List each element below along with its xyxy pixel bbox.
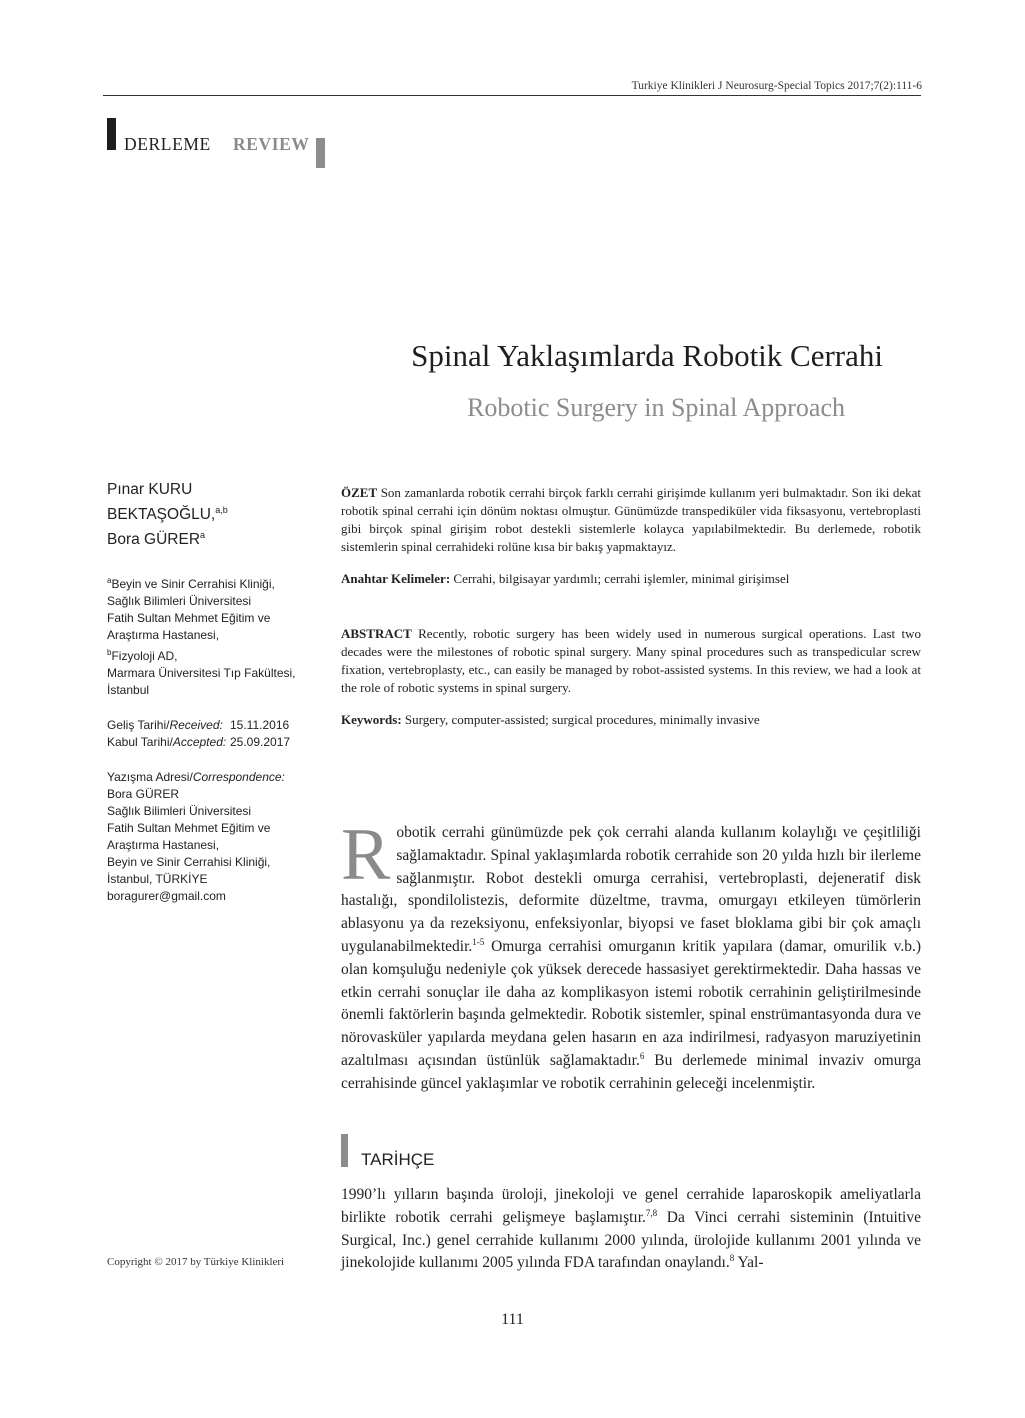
header-rule: [103, 95, 921, 96]
affiliations: $^a$Beyin ve Sinir Cerrahisi Kliniği, Sağlık Bilimleri Üniversitesi Fatih Sultan Mehmet Eğitim ve Araştırma Hastanesi, $^b$Fizyoloji AD, Marmara Üniversitesi Tıp Fakültesi, İstanbul: [107, 576, 296, 698]
tag-bar-dark: [107, 118, 116, 150]
body-paragraph-intro: Robotik cerrahi günümüzde pek çok cerrahi alanda kullanım kolaylığı ve çeşitliliği sağlamaktadır. Spinal yaklaşımlarda robotik cerrahide son 20 yılda hızlı bir ilerleme sağlanmıştır. Robot destekli omurga cerrahisi, vertebroplasti, dejeneratif disk hastalığı, spondilolistezis, deformite düzeltme, travma, omurgayı etkileyen tümörlerin ablasyonu ya da rezeksiyonu, enfeksiyonlar, biyopsi ve faset bloklama gibi bir çok amaçlı uygulanabilmektedir.$^{1-5}$ Omurga cerrahisi omurganın kritik yapılara (damar, omurilik v.b.) olan komşuluğu nedeniyle çok yüksek derecede hassasiyet gerektirmektedir. Daha hassas ve etkin cerrahi sonuçlar ile daha az komplikasyon istemi robotik cerrahinin geliştirilmesinde önemli faktörlerin başında gelmektedir. Robotik sistemler, spinal enstrümantasyonda dura ve nörovasküler yapılarda meydana gelen hasarın en aza indirilmesi, radyasyon maruziyetinin azaltılması açısından üstünlük sağlamaktadır.$^6$ Bu derlemede minimal invaziv omurga cerrahisinde güncel yaklaşımlar ve robotik cerrahinin geleceği incelenmiştir.: [341, 814, 922, 1092]
turkish-keywords: Anahtar Kelimeler: Cerrahi, bilgisayar yardımlı; cerrahi işlemler, minimal girişimsel: [341, 571, 790, 586]
turkish-abstract: ÖZET Son zamanlarda robotik cerrahi birçok farklı cerrahi girişimde kullanım yeri bulmaktadır. Son iki dekat robotik spinal cerrahi için dönüm noktası olmuştur. Günümüzde transpediküler vida fiksasyonu, vertebroplasti gibi birçok spinal girişim robot destekli sistemlerle kolayca yapılabilmektedir. Bu derlemede, robotik sistemlerin spinal cerrahideki rolüne kısa bir bakış yapmaktayız.: [341, 485, 922, 554]
section-heading-bar: [341, 1134, 348, 1167]
tag-bar-gray: [316, 138, 325, 168]
author-1: Pınar KURU BEKTAŞOĞLU,$^{a,b}$: [107, 481, 228, 524]
running-header: Turkiye Klinikleri J Neurosurg-Special Topics 2017;7(2):111-6: [631, 80, 922, 92]
english-keywords: Keywords: Surgery, computer-assisted; surgical procedures, minimally invasive: [341, 712, 760, 727]
article-title-turkish: Spinal Yaklaşımlarda Robotik Cerrahi: [411, 338, 883, 373]
section-heading-text: TARİHÇE: [361, 1150, 435, 1169]
section-tag-turkish: DERLEME: [124, 134, 211, 154]
accepted-date: Kabul Tarihi/Accepted: 25.09.2017: [107, 735, 291, 750]
article-dates: [107, 717, 312, 751]
author-2: Bora GÜRER$^a$: [107, 530, 206, 549]
received-date: Geliş Tarihi/Received: 15.11.2016: [107, 718, 290, 733]
drop-cap: R: [341, 814, 391, 896]
page-number: 111: [501, 1311, 524, 1328]
correspondence: Yazışma Adresi/Correspondence: Bora GÜRER Sağlık Bilimleri Üniversitesi Fatih Sultan Mehmet Eğitim ve Araştırma Hastanesi, Beyin ve Sinir Cerrahisi Kliniği, İstanbul, TÜRKİYE boragurer@gmail.com: [107, 769, 312, 905]
correspondence-email[interactable]: boragurer@gmail.com: [107, 889, 226, 904]
section-tag-english: REVIEW: [233, 134, 310, 154]
authors: [107, 480, 312, 550]
copyright-notice: Copyright © 2017 by Türkiye Klinikleri: [107, 1256, 285, 1268]
body-paragraph-history: 1990’lı yılların başında üroloji, jinekoloji ve genel cerrahide laparoskopik ameliyatlarla birlikte robotik cerrahi gelişmeye başlamıştır.$^{7,8}$ Da Vinci cerrahi sisteminin (Intuitive Surgical, Inc.) genel cerrahide kullanımı 2000 yılında, ürolojide kullanımı 2001 yılında ve jinekolojide kullanımı 2005 yılında FDA tarafından onaylandı.$^8$ Yal-: [341, 1186, 921, 1272]
article-info-column: [107, 480, 312, 905]
article-title-english: Robotic Surgery in Spinal Approach: [467, 393, 845, 422]
english-abstract: ABSTRACT Recently, robotic surgery has been widely used in numerous surgical operations. Last two decades were the milestones of robotic spinal surgery. Many spinal procedures such as transpedicular screw fixation, vertebroplasty, etc., can easily be managed by robot-assisted systems. In this review, we had a look at the role of robotic systems in spinal surgery.: [341, 626, 921, 695]
